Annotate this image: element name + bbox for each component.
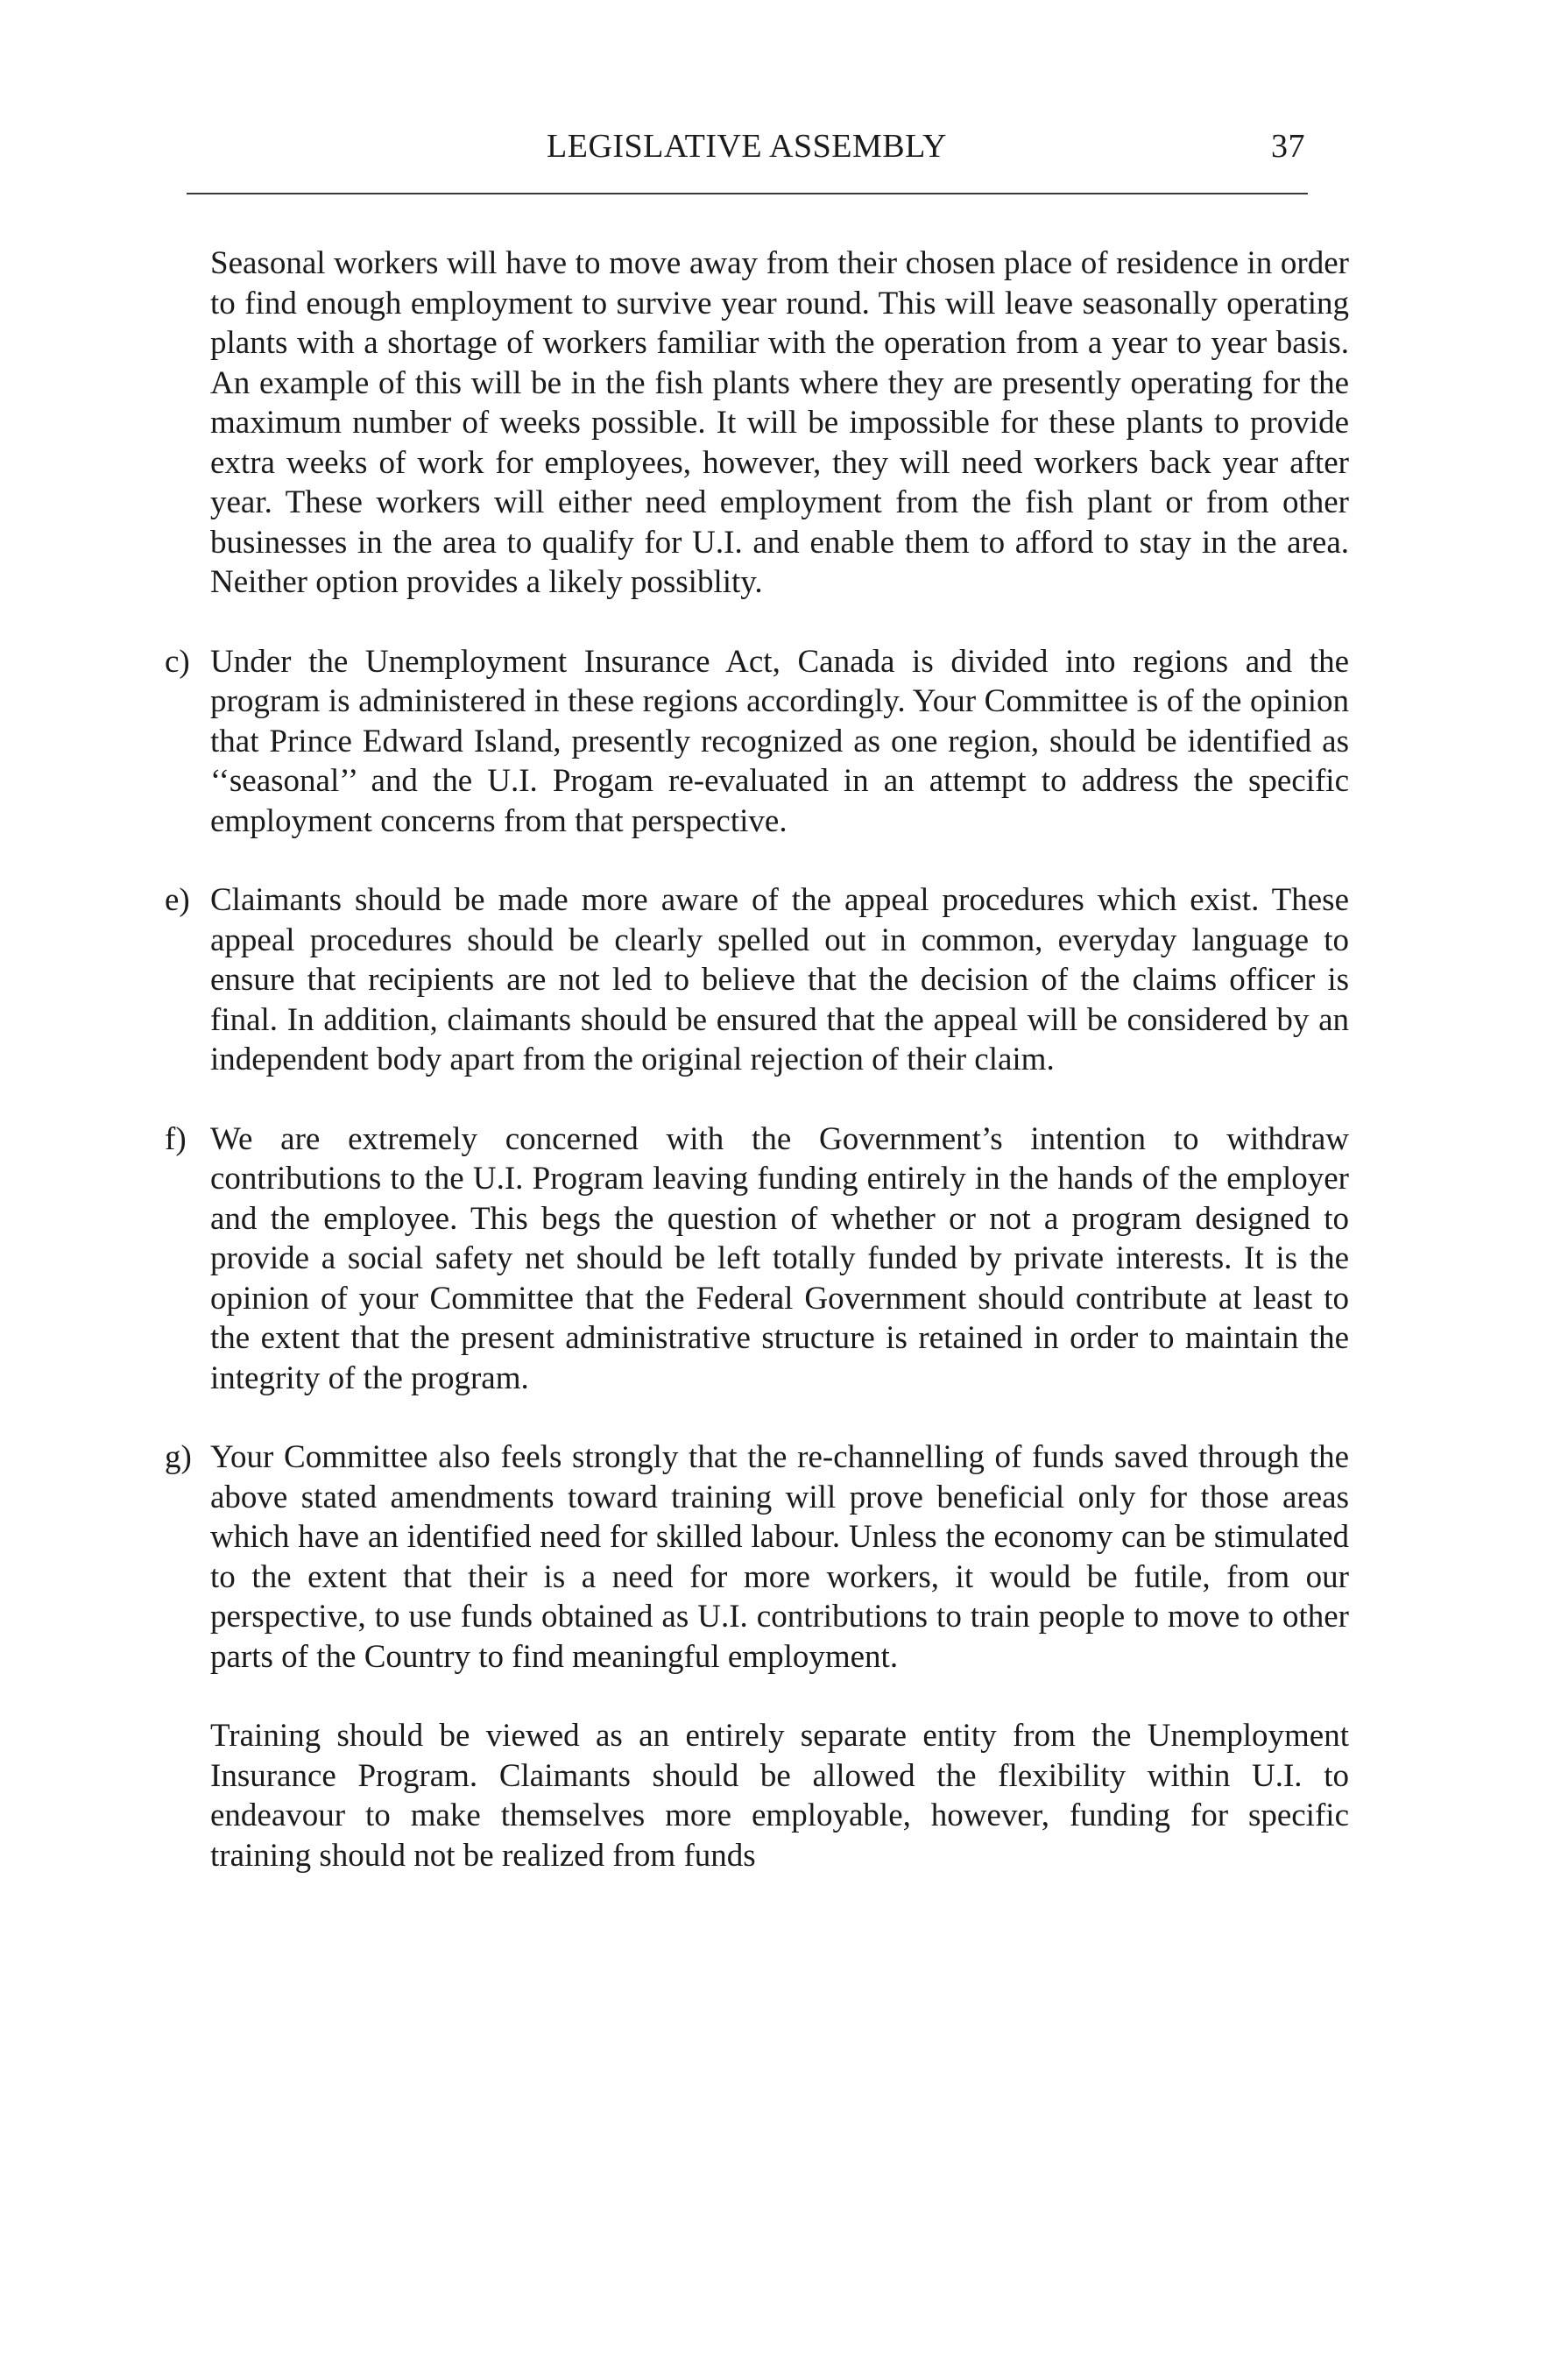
intro-paragraph: Seasonal workers will have to move away from their chosen place of residence in order to find enough employment to survive year round. This will leave seasonally operating plants with a shortage of workers familiar with the operation from a year to year basis. An example of this will be in the fish plants where they are presently operating for the maximum number of weeks possible. It will be impossible for these plants to provide extra weeks of work for employees, however, they will need workers back year after year. These workers will either need employment from the fish plant or from other businesses in the area to qualify for U.I. and enable them to afford to stay in the area. Neither option provides a likely possiblity. — [210, 245, 1349, 600]
item-marker: f) — [165, 1120, 187, 1157]
header-title: LEGISLATIVE ASSEMBLY — [547, 128, 947, 165]
item-text: Claimants should be made more aware of the appeal procedures which exist. These appeal procedures should be clearly spelled out in common, everyday language to ensure that recipients are not led to believe that the decision of the claims officer is final. In addition, claimants should be ensured that the appeal will be considered by an independent body apart from the original rejection of their claim. — [210, 882, 1349, 1077]
list-item-c — [165, 642, 1349, 842]
page-number: 37 — [1271, 128, 1305, 165]
item-marker: c) — [165, 643, 190, 680]
list-item-f — [165, 1119, 1349, 1399]
body-text — [165, 244, 1349, 1875]
header-rule — [187, 193, 1308, 194]
list-item-e — [165, 880, 1349, 1080]
item-text: We are extremely concerned with the Government’s intention to withdraw contributions to the U.I. Program leaving funding entirely in the hands of the employer and the employee. This begs the question of whether or not a program designed to provide a social safety net should be left totally funded by private interests. It is the opinion of your Committee that the Federal Government should contribute at least to the extent that the present administrative structure is retained in order to maintain the integrity of the program. — [210, 1120, 1349, 1396]
item-text: Under the Unemployment Insurance Act, Canada is divided into regions and the program is administered in these regions accordingly. Your Committee is of the opinion that Prince Edward Island, presently recognized as one region, should be identified as ‘‘seasonal’’ and the U.I. Progam re-evaluated in an attempt to address the specific employment concerns from that perspective. — [210, 643, 1349, 839]
item-text: Your Committee also feels strongly that the re-channelling of funds saved through the above stated amendments toward training will prove beneficial only for those areas which have an identified need for skilled labour. Unless the economy can be stimulated to the extent that their is a need for more workers, it would be futile, from our perspective, to use funds obtained as U.I. contributions to train people to move to other parts of the Country to find meaningful employment. — [210, 1439, 1349, 1675]
running-header — [188, 124, 1305, 168]
item-marker: g) — [165, 1439, 192, 1475]
item-marker: e) — [165, 882, 190, 918]
closing-paragraph: Training should be viewed as an entirely separate entity from the Unemployment Insurance Program. Claimants should be allowed the flexibility within U.I. to endeavour to make themselves more employable, however, funding for specific training should not be realized from funds — [210, 1718, 1349, 1874]
list-item-g — [165, 1437, 1349, 1677]
